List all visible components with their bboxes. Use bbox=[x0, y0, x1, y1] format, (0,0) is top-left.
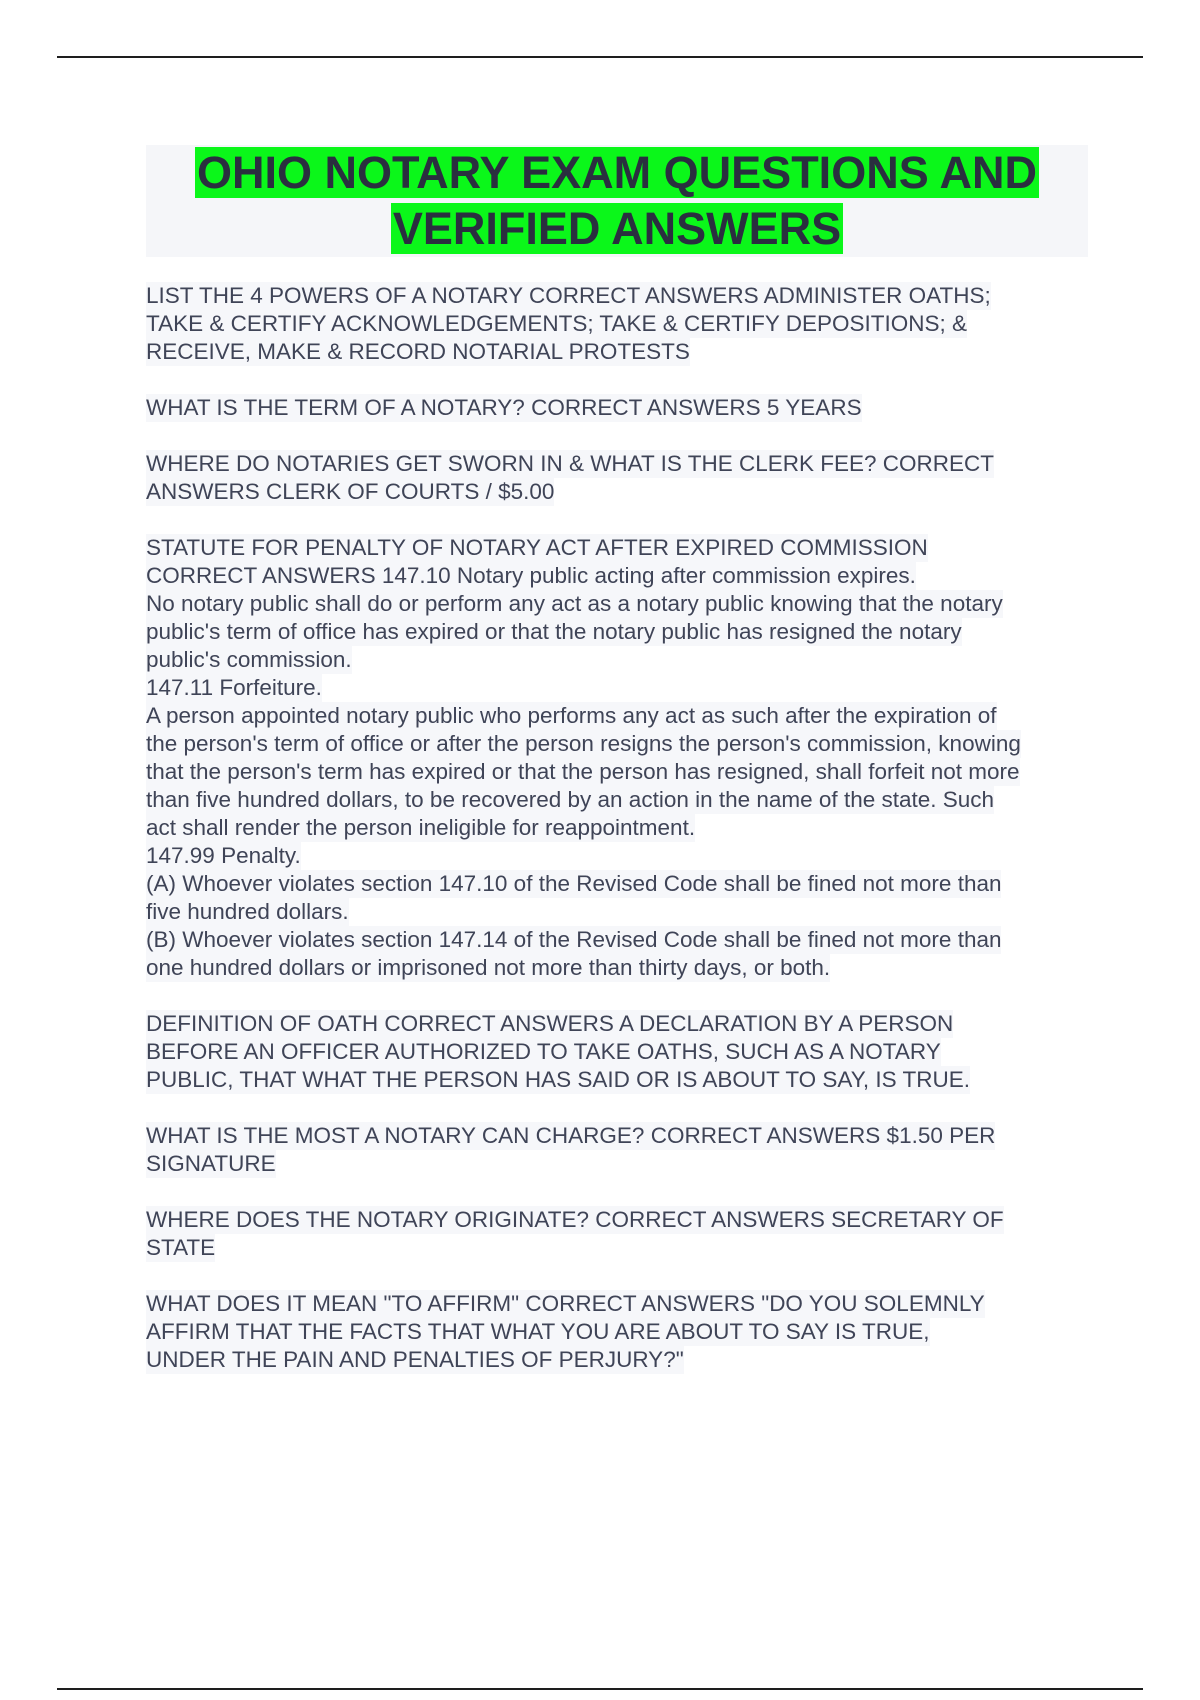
qa-item bbox=[146, 394, 1094, 422]
qa-line: ANSWERS CLERK OF COURTS / $5.00 bbox=[146, 479, 555, 504]
qa-line: WHAT DOES IT MEAN "TO AFFIRM" CORRECT ANSWERS "DO YOU SOLEMNLY bbox=[146, 1291, 985, 1316]
qa-line: that the person's term has expired or that the person has resigned, shall forfeit not more bbox=[146, 759, 1020, 784]
qa-line: BEFORE AN OFFICER AUTHORIZED TO TAKE OATHS, SUCH AS A NOTARY bbox=[146, 1039, 941, 1064]
qa-line: PUBLIC, THAT WHAT THE PERSON HAS SAID OR IS ABOUT TO SAY, IS TRUE. bbox=[146, 1067, 970, 1092]
qa-line: AFFIRM THAT THE FACTS THAT WHAT YOU ARE ABOUT TO SAY IS TRUE, bbox=[146, 1319, 930, 1344]
qa-line: 147.99 Penalty. bbox=[146, 843, 301, 868]
qa-item bbox=[146, 534, 1094, 982]
qa-line: A person appointed notary public who performs any act as such after the expiration of bbox=[146, 703, 997, 728]
title-line-2: VERIFIED ANSWERS bbox=[392, 203, 842, 254]
qa-item bbox=[146, 1122, 1094, 1178]
title-line-1: OHIO NOTARY EXAM QUESTIONS AND bbox=[196, 147, 1038, 198]
qa-line: DEFINITION OF OATH CORRECT ANSWERS A DECLARATION BY A PERSON bbox=[146, 1011, 954, 1036]
qa-item bbox=[146, 282, 1094, 366]
qa-line: RECEIVE, MAKE & RECORD NOTARIAL PROTESTS bbox=[146, 339, 690, 364]
qa-line: than five hundred dollars, to be recovered by an action in the name of the state. Such bbox=[146, 787, 995, 812]
qa-line: WHERE DO NOTARIES GET SWORN IN & WHAT IS THE CLERK FEE? CORRECT bbox=[146, 451, 995, 476]
qa-line: one hundred dollars or imprisoned not more than thirty days, or both. bbox=[146, 955, 831, 980]
qa-line: STATE bbox=[146, 1235, 216, 1260]
qa-line: CORRECT ANSWERS 147.10 Notary public acting after commission expires. bbox=[146, 563, 916, 588]
qa-list bbox=[146, 282, 1094, 1402]
qa-item bbox=[146, 1290, 1094, 1374]
qa-line: No notary public shall do or perform any act as a notary public knowing that the notary bbox=[146, 591, 1003, 616]
qa-item bbox=[146, 1010, 1094, 1094]
qa-line: five hundred dollars. bbox=[146, 899, 349, 924]
qa-line: TAKE & CERTIFY ACKNOWLEDGEMENTS; TAKE & CERTIFY DEPOSITIONS; & bbox=[146, 311, 968, 336]
qa-line: LIST THE 4 POWERS OF A NOTARY CORRECT ANSWERS ADMINISTER OATHS; bbox=[146, 283, 991, 308]
qa-line: WHAT IS THE MOST A NOTARY CAN CHARGE? CORRECT ANSWERS $1.50 PER bbox=[146, 1123, 996, 1148]
qa-line: (A) Whoever violates section 147.10 of the Revised Code shall be fined not more than bbox=[146, 871, 1002, 896]
qa-line: SIGNATURE bbox=[146, 1151, 276, 1176]
qa-line: the person's term of office or after the person resigns the person's commission, knowing bbox=[146, 731, 1021, 756]
qa-line: WHERE DOES THE NOTARY ORIGINATE? CORRECT ANSWERS SECRETARY OF bbox=[146, 1207, 1004, 1232]
qa-line: public's term of office has expired or that the notary public has resigned the notary bbox=[146, 619, 962, 644]
qa-item bbox=[146, 1206, 1094, 1262]
document-title bbox=[146, 145, 1088, 257]
qa-line: (B) Whoever violates section 147.14 of the Revised Code shall be fined not more than bbox=[146, 927, 1002, 952]
qa-line: 147.11 Forfeiture. bbox=[146, 675, 322, 700]
top-rule bbox=[57, 56, 1143, 58]
qa-line: WHAT IS THE TERM OF A NOTARY? CORRECT ANSWERS 5 YEARS bbox=[146, 395, 862, 420]
bottom-rule bbox=[57, 1688, 1143, 1690]
qa-line: public's commission. bbox=[146, 647, 352, 672]
qa-item bbox=[146, 450, 1094, 506]
qa-line: STATUTE FOR PENALTY OF NOTARY ACT AFTER EXPIRED COMMISSION bbox=[146, 535, 928, 560]
qa-line: UNDER THE PAIN AND PENALTIES OF PERJURY?" bbox=[146, 1347, 684, 1372]
qa-line: act shall render the person ineligible for reappointment. bbox=[146, 815, 696, 840]
